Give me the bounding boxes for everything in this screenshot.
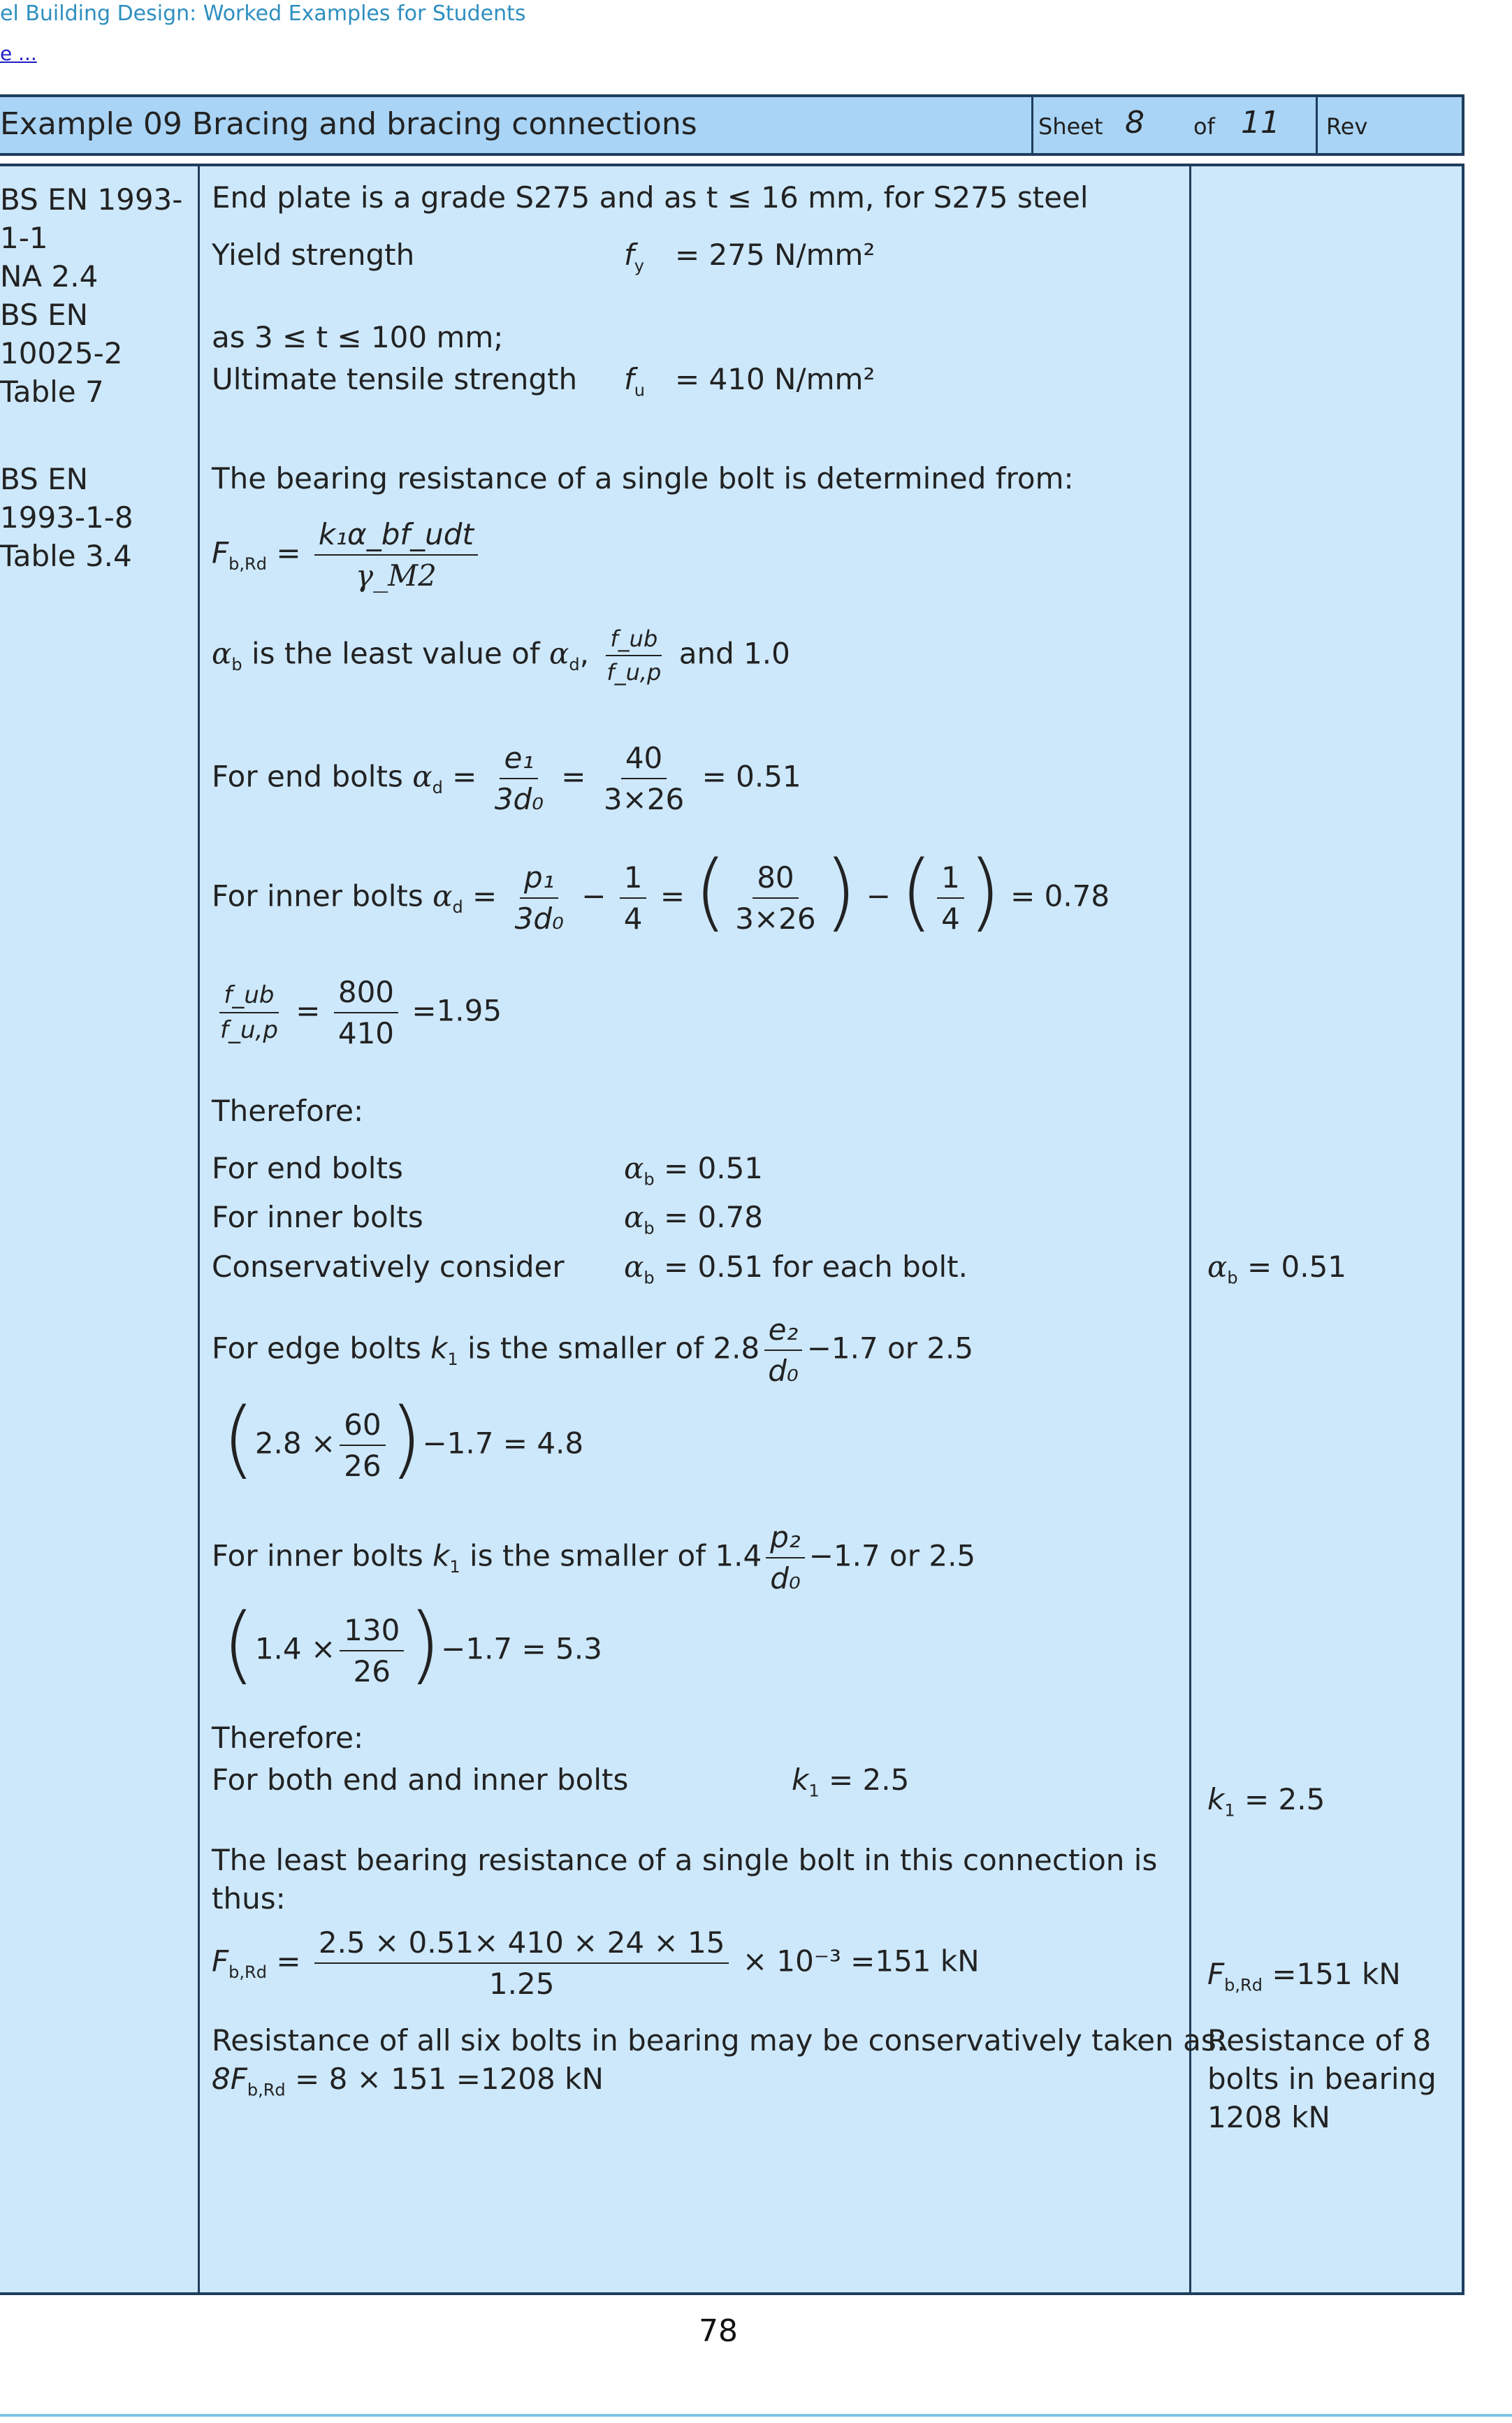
sheet-number: 8	[1125, 105, 1144, 140]
yield-strength-value: = 275 N/mm²	[675, 238, 875, 272]
edge-bolts-k1-rule: For edge bolts $k_1$ is the smaller of 2.8 $\frac{\text{e₂}}{\text{d₀}}$ −1.7 or 2.5	[212, 1312, 974, 1388]
result-resistance-line-1: Resistance of 8	[1207, 2023, 1432, 2057]
bearing-intro: The bearing resistance of a single bolt is determined from:	[212, 461, 1074, 496]
footer-divider	[0, 2414, 1512, 2417]
conservative-alpha-b: $\alpha_b = 0.51$ for each bolt.	[624, 1250, 968, 1288]
least-bearing-text-1: The least bearing resistance of a single bolt in this connection is	[212, 1843, 1158, 1877]
sheet-label: Sheet	[1038, 113, 1103, 140]
reference-line: BS EN 1993-	[0, 182, 183, 217]
rev-label: Rev	[1326, 113, 1368, 140]
uts-symbol: $f_u$	[624, 362, 646, 400]
edge-bolts-k1-calc: (2.8 × $\frac{60}{26}$ )−1.7 = 4.8	[222, 1391, 584, 1488]
result-k1: $k_1 = 2.5$	[1207, 1782, 1325, 1821]
bearing-resistance-calc: $F_{b,Rd}$ = $\frac{2.5 \times 0.51\times 410 \times 24 \times 15}{1.25}$ × 10⁻³ =151 kN	[212, 1925, 980, 2001]
result-resistance-line-3: 1208 kN	[1207, 2100, 1330, 2134]
all-bolts-text: Resistance of all six bolts in bearing may be conservatively taken as:	[212, 2023, 1226, 2057]
reference-line: 10025-2	[0, 336, 123, 370]
thickness-range: as 3 ≤ t ≤ 100 mm;	[212, 320, 504, 354]
inner-bolts-k1-rule: For inner bolts $k_1$ is the smaller of 1.4 $\frac{\text{p₂}}{\text{d₀}}$ −1.7 or 2.5	[212, 1520, 976, 1596]
alpha-b-definition: $\alpha_b$ is the least value of $\alpha_d$, $\frac{f\_ub}{f\_u,p}$ and 1.0	[212, 625, 790, 686]
inner-bolts-k1-calc: (1.4 × $\frac{130}{26}$ )−1.7 = 5.3	[222, 1596, 602, 1693]
alpha-d-inner-bolts: For inner bolts $\alpha_d$ = $\frac{\text{p₁}}{\text{3d₀}}$ − $\frac{1}{4}$ = ( $\frac{80}{3\times 26}$ ) − ( $\frac{1}{4}$ ) = 0.78	[212, 844, 1110, 941]
reference-line: BS EN	[0, 462, 89, 496]
therefore-label: Therefore:	[212, 1094, 364, 1128]
conservative-label: Conservatively consider	[212, 1250, 565, 1284]
result-fbrd: $F_{b,Rd} =151$ kN	[1207, 1957, 1401, 1995]
result-resistance-line-2: bolts in bearing	[1207, 2062, 1437, 2096]
end-bolts-alpha-b: $\alpha_b = 0.51$	[624, 1151, 764, 1189]
inner-bolts-label: For inner bolts	[212, 1200, 423, 1234]
reference-line: Table 7	[0, 375, 104, 409]
reference-line: BS EN	[0, 298, 89, 332]
therefore-label-2: Therefore:	[212, 1721, 364, 1755]
reference-line: 1-1	[0, 221, 48, 255]
least-bearing-text-2: thus:	[212, 1881, 286, 1916]
book-title: el Building Design: Worked Examples for Students	[0, 1, 526, 26]
yield-strength-symbol: $f_y$	[624, 238, 644, 276]
column-divider-right	[1189, 165, 1191, 2294]
reference-line: 1993-1-8	[0, 500, 133, 535]
uts-label: Ultimate tensile strength	[212, 362, 578, 396]
strength-ratio: $\frac{f\_ub}{f\_u,p}$ = $\frac{800}{410}$ =1.95	[220, 975, 502, 1050]
inner-bolts-alpha-b: $\alpha_b = 0.78$	[624, 1200, 764, 1238]
both-bolts-label: For both end and inner bolts	[212, 1763, 629, 1797]
of-label: of	[1193, 113, 1215, 140]
column-divider-left	[198, 165, 200, 2294]
total-resistance-calc: $8F_{b,Rd} = 8 \times 151 =1208$ kN	[212, 2062, 604, 2100]
uts-value: = 410 N/mm²	[675, 362, 875, 396]
book-link[interactable]: e ...	[0, 42, 37, 65]
example-title: Example 09 Bracing and bracing connections	[0, 106, 697, 142]
reference-line: Table 3.4	[0, 539, 132, 573]
bearing-formula: $F_{b,Rd}$ = k₁α_bf_udt γ_M2	[212, 517, 482, 593]
yield-strength-label: Yield strength	[212, 238, 415, 272]
alpha-d-end-bolts: For end bolts $\alpha_d$ = $\frac{\text{e₁}}{\text{3d₀}}$ = $\frac{40}{3\times 26}$ = 0.51	[212, 741, 801, 816]
end-bolts-label: For end bolts	[212, 1151, 403, 1185]
both-bolts-k1: $k_1 = 2.5$	[792, 1763, 910, 1801]
page-number: 78	[699, 2313, 738, 2349]
result-alpha-b: $\alpha_b = 0.51$	[1207, 1250, 1347, 1288]
reference-line: NA 2.4	[0, 259, 99, 294]
material-statement: End plate is a grade S275 and as t ≤ 16 mm, for S275 steel	[212, 180, 1089, 215]
sheet-total: 11	[1241, 105, 1280, 140]
